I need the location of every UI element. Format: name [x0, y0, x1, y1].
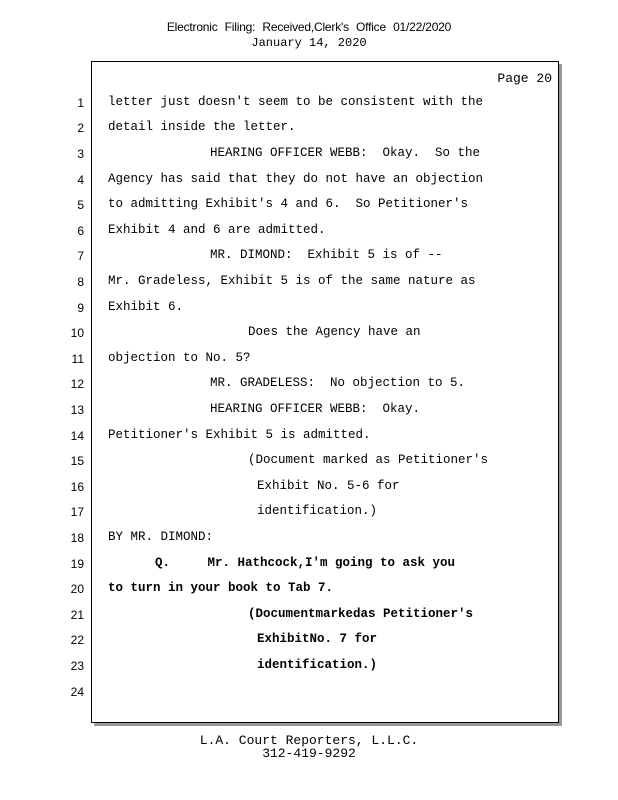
transcript-line: BY MR. DIMOND: [108, 530, 214, 544]
line-number: 9 [77, 301, 84, 315]
transcript-line: HEARING OFFICER WEBB: Okay. So the [210, 146, 481, 160]
line-number: 14 [70, 429, 84, 443]
line-number: 13 [70, 403, 84, 417]
line-number: 4 [77, 173, 84, 187]
transcript-line: objection to No. 5? [108, 351, 251, 365]
transcript-date: January 14, 2020 [251, 36, 367, 50]
transcript-line: letter just doesn't seem to be consistent with the [108, 95, 484, 109]
line-number: 18 [70, 531, 84, 545]
line-number: 12 [70, 377, 84, 391]
transcript-line: to admitting Exhibit's 4 and 6. So Petitioner's [108, 197, 469, 211]
transcript-line: detail inside the letter. [108, 120, 296, 134]
transcript-line: (Documentmarkedas Petitioner's [248, 607, 474, 621]
transcript-line: MR. GRADELESS: No objection to 5. [210, 376, 466, 390]
line-number: 22 [70, 633, 84, 647]
transcript-line: identification.) [257, 658, 378, 672]
line-number: 11 [71, 352, 84, 366]
line-number: 24 [70, 685, 84, 699]
line-number: 21 [70, 608, 84, 622]
transcript-line: ExhibitNo. 7 for [257, 632, 378, 646]
footer-company: L.A. Court Reporters, L.L.C. [199, 733, 419, 748]
transcript-line: HEARING OFFICER WEBB: Okay. [210, 402, 421, 416]
line-number: 23 [70, 659, 84, 673]
transcript-line: Agency has said that they do not have an objection [108, 172, 484, 186]
footer-phone: 312-419-9292 [262, 746, 356, 761]
line-number: 7 [77, 249, 84, 263]
transcript-line: Exhibit 4 and 6 are admitted. [108, 223, 326, 237]
transcript-line: (Document marked as Petitioner's [248, 453, 489, 467]
line-number: 19 [70, 557, 84, 571]
transcript-line: Exhibit 6. [108, 300, 184, 314]
page-number: Page 20 [497, 71, 552, 86]
line-number: 16 [70, 480, 84, 494]
line-number: 17 [70, 505, 84, 519]
transcript-line: MR. DIMOND: Exhibit 5 is of -- [210, 248, 443, 262]
line-number: 5 [77, 198, 84, 212]
line-number: 20 [70, 582, 84, 596]
line-number: 15 [70, 454, 84, 468]
transcript-line: Exhibit No. 5-6 for [257, 479, 400, 493]
line-number: 6 [77, 224, 84, 238]
transcript-line: Does the Agency have an [248, 325, 421, 339]
transcript-line: Mr. Gradeless, Exhibit 5 is of the same nature as [108, 274, 476, 288]
line-number: 3 [77, 147, 84, 161]
transcript-line: Q. Mr. Hathcock,I'm going to ask you [155, 556, 456, 570]
transcript-line: identification.) [257, 504, 378, 518]
filing-stamp: Electronic Filing: Received,Clerk's Office 01/22/2020 [166, 20, 452, 34]
transcript-line: to turn in your book to Tab 7. [108, 581, 334, 595]
line-number: 8 [77, 275, 84, 289]
transcript-line: Petitioner's Exhibit 5 is admitted. [108, 428, 371, 442]
line-number: 1 [77, 96, 84, 110]
line-number: 10 [70, 326, 84, 340]
line-number: 2 [77, 121, 84, 135]
transcript-page [91, 61, 559, 723]
